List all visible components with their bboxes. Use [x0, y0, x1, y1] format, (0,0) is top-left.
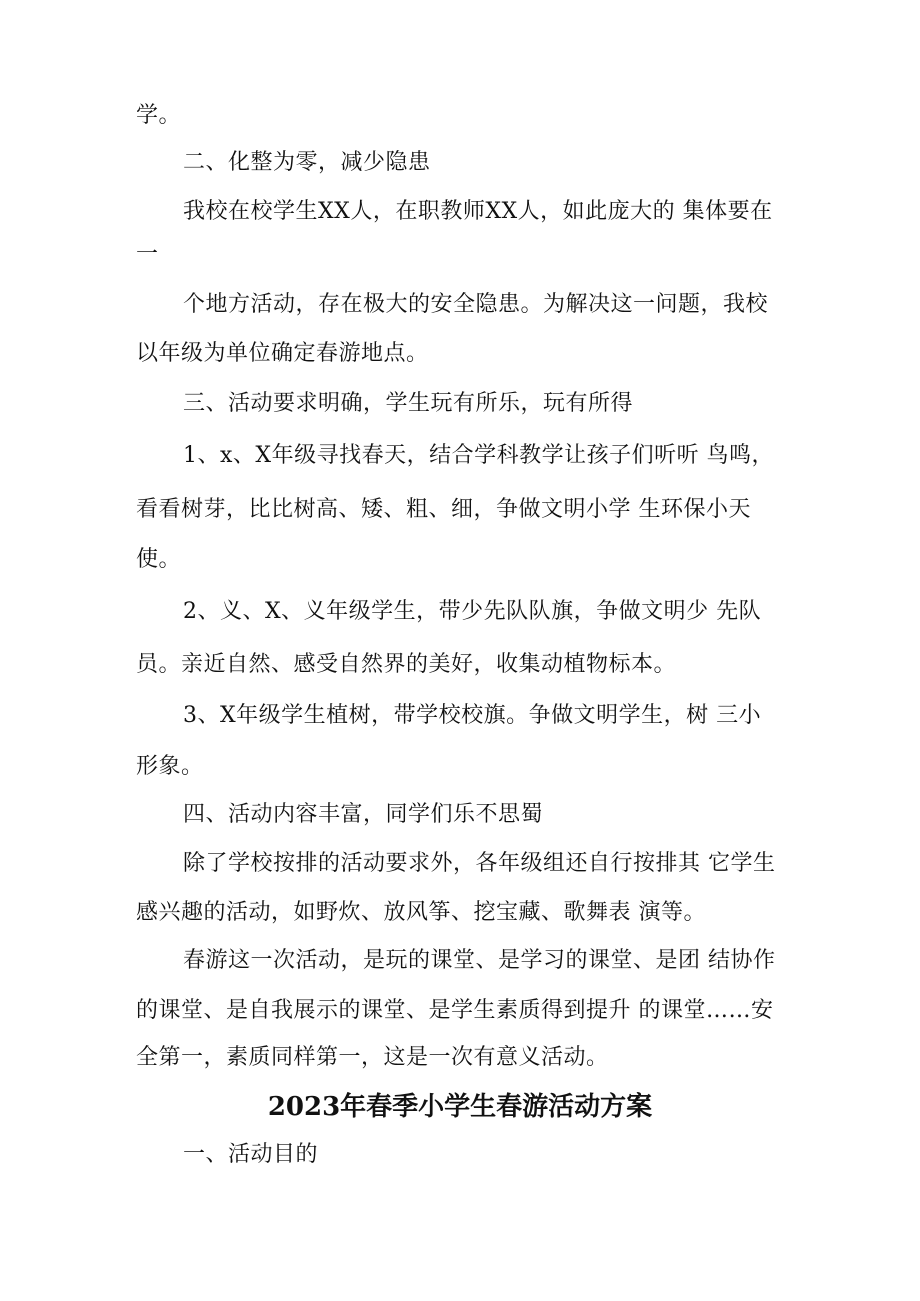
paragraph-line: 学。 [136, 103, 182, 128]
paragraph-line: 我校在校学生XX人，在职教师XX人，如此庞大的 集体要在 [183, 199, 773, 224]
list-item-2: 2、义、X、义年级学生，带少先队队旗，争做文明少 先队 [183, 599, 762, 624]
section-heading-4: 四、活动内容丰富，同学们乐不思蜀 [183, 802, 544, 827]
paragraph-line: 感兴趣的活动，如野炊、放风筝、挖宝藏、歌舞表 演等。 [136, 900, 706, 925]
paragraph-line: 个地方活动，存在极大的安全隐患。为解决这一问题，我校 [183, 292, 769, 317]
paragraph-line: 除了学校按排的活动要求外，各年级组还自行按排其 它学生 [183, 851, 776, 876]
paragraph-line: 的课堂、是自我展示的课堂、是学生素质得到提升 的课堂……安 [136, 998, 774, 1023]
section-heading-3: 三、活动要求明确，学生玩有所乐，玩有所得 [183, 391, 634, 416]
paragraph-line: 春游这一次活动，是玩的课堂、是学习的课堂、是团 结协作 [183, 948, 776, 973]
paragraph-line: 形象。 [136, 754, 204, 779]
list-item-3: 3、X年级学生植树，带学校校旗。争做文明学生，树 三小 [183, 703, 762, 728]
paragraph-line: 看看树芽，比比树高、矮、粗、细，争做文明小学 生环保小天 [136, 497, 751, 522]
paragraph-line: 员。亲近自然、感受自然界的美好，收集动植物标本。 [136, 652, 677, 677]
document-title: 2023年春季小学生春游活动方案 [267, 1092, 653, 1122]
paragraph-line: 使。 [136, 547, 182, 572]
paragraph-line: 全第一，素质同样第一，这是一次有意义活动。 [136, 1045, 609, 1070]
paragraph-line: 以年级为单位确定春游地点。 [136, 341, 429, 366]
paragraph-line: 一 [136, 242, 159, 267]
section-heading-1: 一、活动目的 [183, 1142, 319, 1167]
list-item-1: 1、x、X年级寻找春天，结合学科教学让孩子们听听 鸟鸣， [183, 443, 775, 468]
section-heading-2: 二、化整为零，减少隐患 [183, 150, 431, 175]
